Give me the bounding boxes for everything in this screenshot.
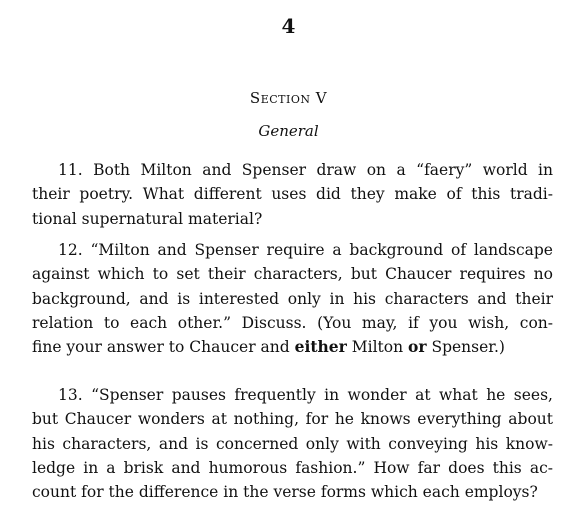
question-line: but Chaucer wonders at nothing, for he knows everything about [32,410,553,429]
question-text: “Milton and Spenser require a background of landscape [90,241,553,259]
question-text: Spenser.) [426,338,505,357]
question-line [32,335,553,359]
section-title: Section V [249,89,328,107]
question-number: 12. [58,241,83,259]
emphasis-either: either [294,337,347,357]
question-line: their poetry. What different uses did they make of this tradi- [32,185,553,204]
question-line [32,238,553,262]
question-13 [32,383,553,504]
question-11 [32,158,553,231]
question-line [32,383,553,407]
question-12 [32,238,553,359]
question-text: Both Milton and Spenser draw on a “faery” world in [93,161,553,179]
question-line: relation to each other.” Discuss. (You may, if you wish, con- [32,313,553,332]
question-text: “Spenser pauses frequently in wonder at what he sees, [91,386,553,404]
page-number: 4 [281,14,296,38]
question-line: his characters, and is concerned only with conveying his know- [32,434,553,453]
question-line: background, and is interested only in his characters and their [32,289,553,308]
question-text: fine your answer to Chaucer and [32,338,295,357]
question-line: ledge in a brisk and humorous fashion.” How far does this ac- [32,458,553,477]
question-number: 11. [58,161,83,179]
section-subtitle: General [258,122,319,140]
emphasis-or: or [408,337,427,357]
question-line: against which to set their characters, but Chaucer requires no [32,265,553,284]
question-line: count for the difference in the verse forms which each employs? [32,483,538,502]
question-line: tional supernatural material? [32,209,263,228]
question-number: 13. [58,386,83,404]
question-text: Milton [346,338,409,357]
question-line [32,158,553,182]
